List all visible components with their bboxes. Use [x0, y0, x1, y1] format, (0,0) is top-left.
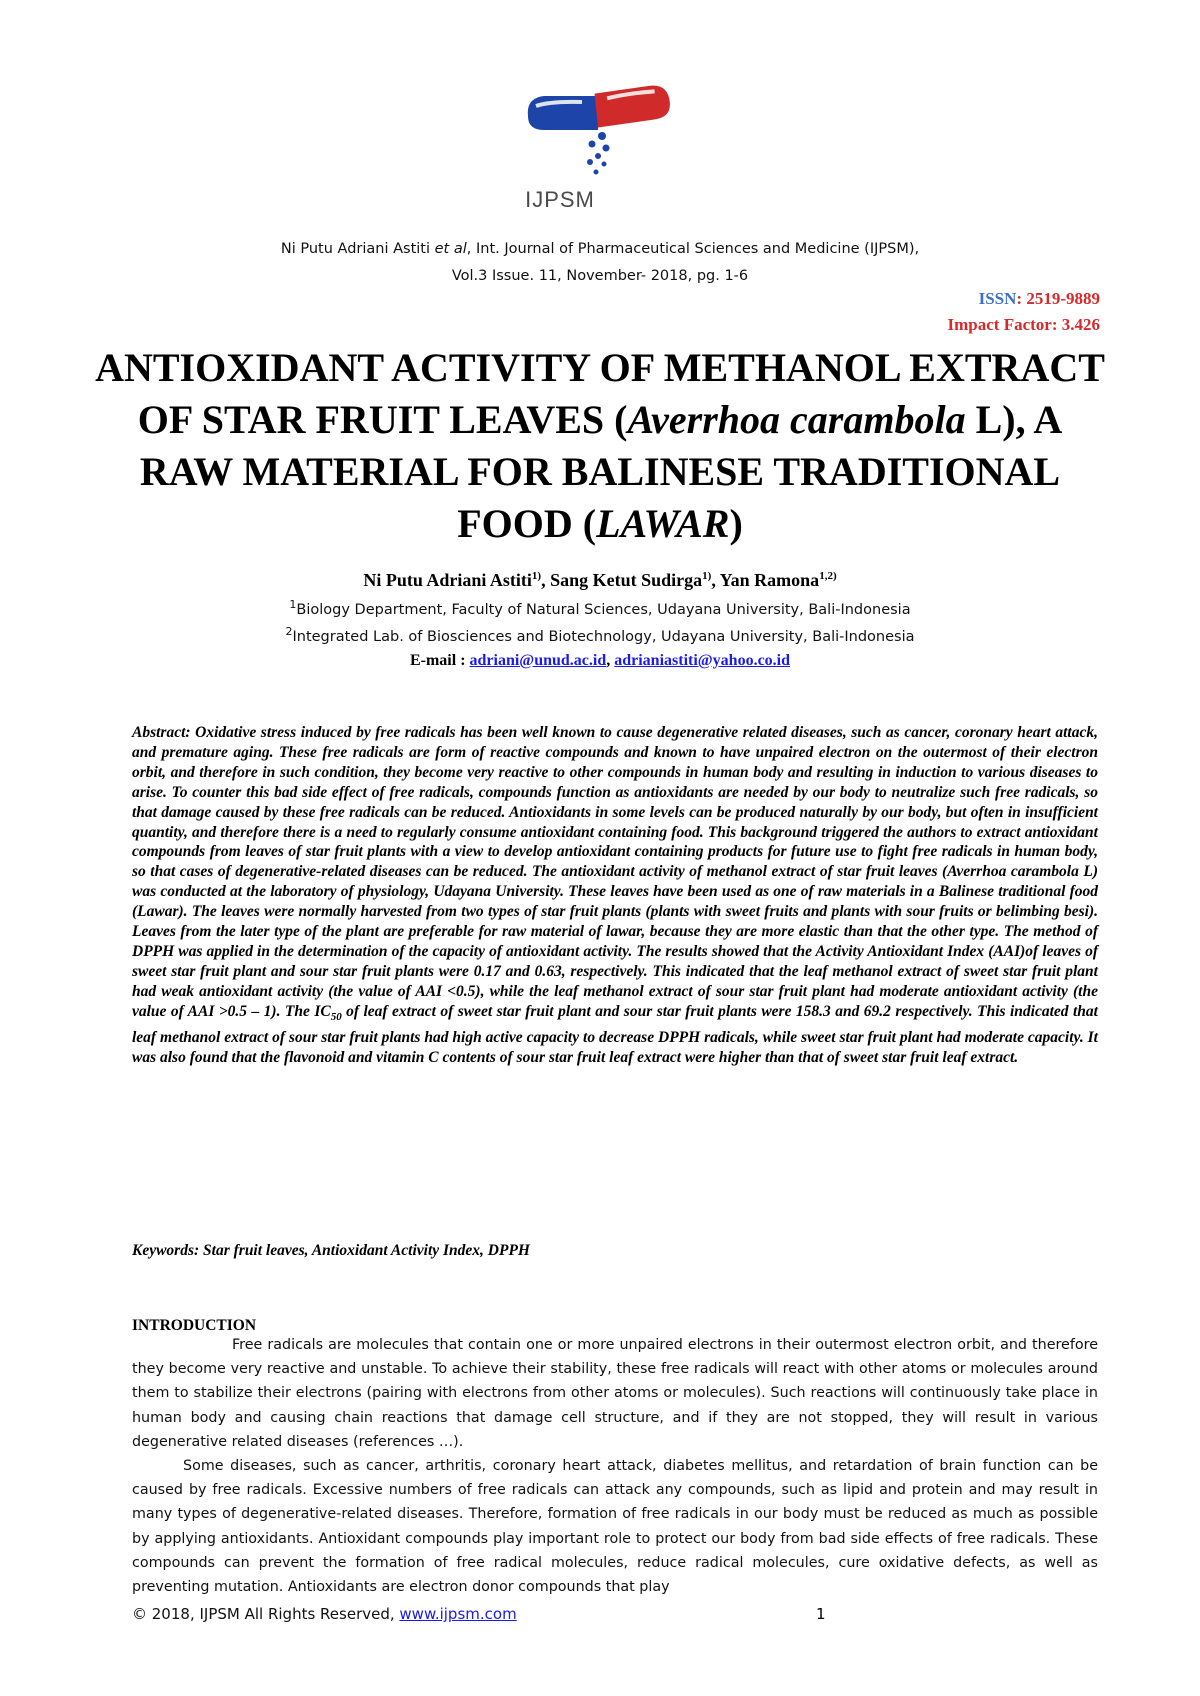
- author-affiliation-mark: 1): [531, 570, 542, 582]
- issn-label: ISSN: [978, 289, 1017, 308]
- citation-authors: Ni Putu Adriani Astiti: [280, 241, 435, 257]
- logo-text: IJPSM: [525, 187, 595, 212]
- title-part-1: ANTIOXIDANT ACTIVITY OF METHANOL EXTRACT OF STAR FRUIT LEAVES (: [95, 345, 1105, 442]
- email-link-1[interactable]: adriani@unud.ac.id: [469, 652, 607, 669]
- copyright-text: © 2018, IJPSM All Rights Reserved,: [132, 1605, 400, 1623]
- citation-et-al: et al: [434, 241, 467, 257]
- section-heading-introduction: INTRODUCTION: [132, 1317, 257, 1334]
- abstract-text-continued: of leaf extract of sweet star fruit plant and sour star fruit plants were 158.3 and 69.2 respectively. This indicated that leaf methanol extract of sour star fruit plants had high active capacity to decrease DPPH radicals, while sweet star fruit plant had moderate capacity. It was also found that the flavonoid and vitamin C contents of sour star fruit leaf extract were higher than that of sweet star fruit leaf extract.: [132, 1002, 1098, 1066]
- email-line: [100, 652, 1100, 670]
- author-name: Sang Ketut Sudirga: [550, 570, 703, 590]
- impact-factor: Impact Factor: 3.426: [947, 315, 1100, 334]
- paragraph-text: Free radicals are molecules that contain one or more unpaired electrons in their outermost electron orbit, and therefore they become very reactive and unstable. To achieve their stability, these free radicals will react with other atoms or molecules around them to stabilize their electrons (pairing with electrons from other atoms or molecules). Such reactions will continuously take place in human body and causing chain reactions that damage cell structure, and if they are not stopped, they will result in various degenerative related diseases (references …).: [132, 1337, 1098, 1450]
- title-part-2: L), A RAW MATERIAL FOR BALINESE TRADITIONAL FOOD (: [139, 397, 1063, 546]
- email-link-2[interactable]: adrianiastiti@yahoo.co.id: [614, 652, 791, 669]
- title-part-3: ): [729, 501, 743, 546]
- title-species: Averrhoa carambola: [627, 397, 966, 442]
- footer-website-link[interactable]: www.ijpsm.com: [399, 1605, 517, 1623]
- keywords: Keywords: Star fruit leaves, Antioxidant Activity Index, DPPH: [132, 1242, 530, 1259]
- author-affiliation-mark: 1,2): [819, 570, 837, 582]
- author-affiliation-mark: 1): [702, 570, 712, 582]
- abstract-text: Abstract: Oxidative stress induced by free radicals has been well known to cause degenerative related diseases, such as cancer, coronary heart attack, and premature aging. These free radicals are form of reactive compounds and known to have unpaired electron on the outermost of their electron orbit, and therefore in such condition, they become very reactive to other compounds in human body and resulting in induction to various diseases to arise. To counter this bad side effect of free radicals, compounds function as antioxidants are needed by our body to neutralize such free radicals, so that damage caused by these free radicals can be reduced. Antioxidants in some levels can be produced naturally by our body, but often in insufficient quantity, and therefore there is a need to regularly consume antioxidant containing food. This background triggered the authors to extract antioxidant compounds from leaves of star fruit plants with a view to develop antioxidant containing products for future use to fight free radicals in human body, so that cases of degenerative-related diseases can be reduced. The antioxidant activity of methanol extract of star fruit leaves (Averrhoa carambola L) was conducted at the laboratory of physiology, Udayana University. These leaves have been used as one of raw materials in a Balinese traditional food (Lawar). The leaves were normally harvested from two types of star fruit plants (plants with sweet fruits and plants with sour fruits or belimbing besi). Leaves from the later type of the plant are preferable for raw material of lawar, because they are more elastic than that the other type. The method of DPPH was applied in the determination of the capacity of antioxidant activity. The results showed that the Activity Antioxidant Index (AAI)of leaves of sweet star fruit plant and sour star fruit plants were 0.17 and 0.63, respectively. This indicated that the leaf methanol extract of sweet star fruit plant had weak antioxidant activity (the value of AAI <0.5), while the leaf methanol extract of sour star fruit plant had moderate antioxidant activity (the value of AAI >0.5 – 1). The IC: [132, 724, 1098, 1020]
- issn: [700, 289, 1100, 309]
- author-separator: ,: [541, 570, 551, 590]
- page-number: 1: [816, 1605, 826, 1623]
- affiliation-mark: 1: [289, 598, 297, 611]
- author-name: Yan Ramona: [719, 570, 820, 590]
- intro-paragraph-1: [132, 1333, 1098, 1454]
- author-name: Ni Putu Adriani Astiti: [363, 570, 532, 590]
- citation-line-1: [100, 236, 1100, 263]
- red-capsule-half: [594, 84, 671, 127]
- affiliation-2: [100, 625, 1100, 645]
- issn-value: : 2519-9889: [1016, 289, 1100, 308]
- affiliation-1: [100, 598, 1100, 618]
- abstract-subscript: 50: [330, 1010, 342, 1023]
- author-separator: ,: [711, 570, 720, 590]
- title-lawar: LAWAR: [596, 501, 730, 546]
- author-list: [100, 570, 1100, 591]
- email-separator: ,: [606, 652, 615, 669]
- intro-paragraph-2: [132, 1454, 1098, 1599]
- email-label: E-mail :: [409, 652, 470, 669]
- citation-header: [100, 236, 1100, 290]
- citation-line-2: Vol.3 Issue. 11, November- 2018, pg. 1-6: [451, 268, 749, 284]
- abstract: [132, 723, 1098, 1068]
- footer-copyright: [132, 1605, 517, 1623]
- paper-title: [90, 342, 1110, 550]
- affiliation-text: Integrated Lab. of Biosciences and Biotechnology, Udayana University, Bali-Indonesia: [292, 628, 915, 645]
- affiliation-mark: 2: [285, 625, 293, 638]
- citation-journal: , Int. Journal of Pharmaceutical Sciences and Medicine (IJPSM),: [466, 241, 920, 257]
- affiliation-text: Biology Department, Faculty of Natural Sciences, Udayana University, Bali-Indonesia: [296, 601, 911, 618]
- paragraph-text: Some diseases, such as cancer, arthritis, coronary heart attack, diabetes mellitus, and retardation of brain function can be caused by free radicals. Excessive numbers of free radicals can attack any compounds, such as lipid and protein and may result in many types of degenerative-related diseases. Therefore, formation of free radicals in our body must be reduced as much as possible by applying antioxidants. Antioxidant compounds play important role to protect our body from bad side effects of free radicals. These compounds can prevent the formation of free radical molecules, reduce radical molecules, cure oxidative defects, as well as preventing mutation. Antioxidants are electron donor compounds that play: [132, 1458, 1098, 1596]
